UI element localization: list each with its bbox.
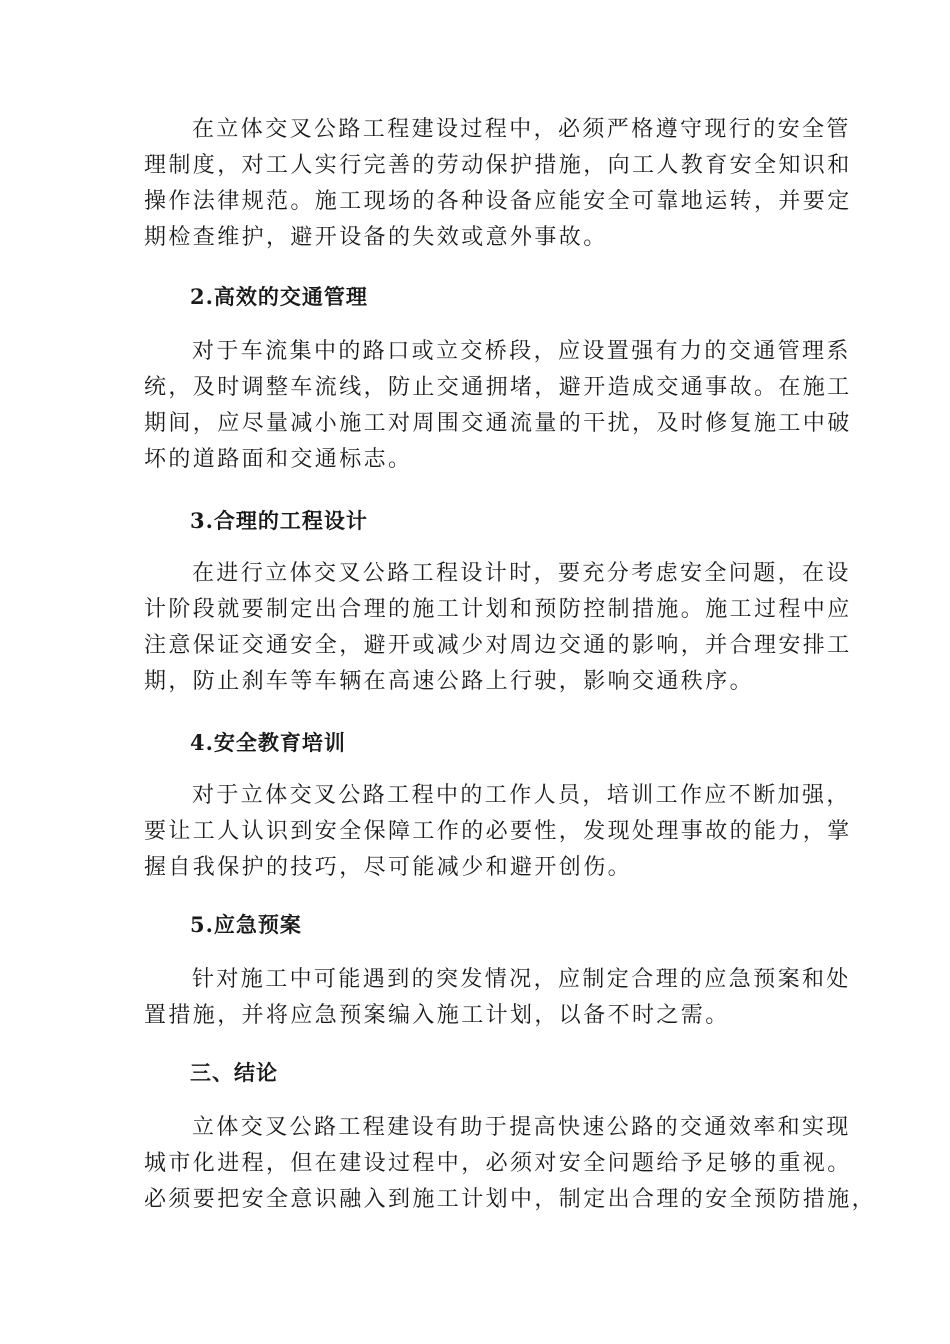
paragraph-traffic-management (144, 334, 852, 478)
text-line: 期，防止刹车等车辆在高速公路上行驶，影响交通秩序。 (144, 669, 755, 694)
text-line: 坏的道路面和交通标志。 (144, 447, 413, 472)
section-heading-traffic-management: 2.高效的交通管理 (190, 284, 368, 309)
text-line: 立体交叉公路工程建设有助于提高快速公路的交通效率和实现 (192, 1115, 851, 1140)
paragraph-emergency-plan (144, 962, 851, 1034)
text-line: 对于车流集中的路口或立交桥段，应设置强有力的交通管理系 (192, 339, 851, 364)
text-line: 期检查维护，避开设备的失效或意外事故。 (144, 225, 608, 250)
text-line: 针对施工中可能遇到的突发情况，应制定合理的应急预案和处 (192, 967, 851, 992)
text-line: 期间，应尽量减小施工对周围交通流量的干扰，及时修复施工中破 (144, 411, 852, 436)
text-line: 统，及时调整车流线，防止交通拥堵，避开造成交通事故。在施工 (144, 375, 852, 400)
text-line: 计阶段就要制定出合理的施工计划和预防控制措施。施工过程中应 (144, 597, 852, 622)
text-line: 注意保证交通安全，避开或减少对周边交通的影响，并合理安排工 (144, 633, 852, 658)
paragraph-conclusion (144, 1110, 877, 1218)
text-line: 要让工人认识到安全保障工作的必要性，发现处理事故的能力，掌 (144, 819, 852, 844)
paragraph-safety-management (144, 112, 852, 256)
paragraph-safety-training (144, 778, 852, 886)
text-line: 在进行立体交叉公路工程设计时，要充分考虑安全问题，在设 (192, 561, 851, 586)
text-line: 城市化进程，但在建设过程中，必须对安全问题给予足够的重视。 (144, 1151, 852, 1176)
text-line: 理制度，对工人实行完善的劳动保护措施，向工人教育安全知识和 (144, 153, 852, 178)
section-heading-safety-training: 4.安全教育培训 (190, 730, 346, 755)
section-heading-conclusion: 三、结论 (190, 1060, 278, 1085)
text-line: 对于立体交叉公路工程中的工作人员，培训工作应不断加强， (192, 783, 851, 808)
section-heading-engineering-design: 3.合理的工程设计 (190, 508, 368, 533)
text-line: 置措施，并将应急预案编入施工计划，以备不时之需。 (144, 1003, 730, 1028)
section-heading-emergency-plan: 5.应急预案 (190, 912, 302, 937)
text-line: 握自我保护的技巧，尽可能减少和避开创伤。 (144, 855, 633, 880)
text-line: 必须要把安全意识融入到施工计划中，制定出合理的安全预防措施， (144, 1187, 877, 1212)
text-line: 操作法律规范。施工现场的各种设备应能安全可靠地运转，并要定 (144, 189, 852, 214)
paragraph-engineering-design (144, 556, 852, 700)
text-line: 在立体交叉公路工程建设过程中，必须严格遵守现行的安全管 (192, 117, 851, 142)
